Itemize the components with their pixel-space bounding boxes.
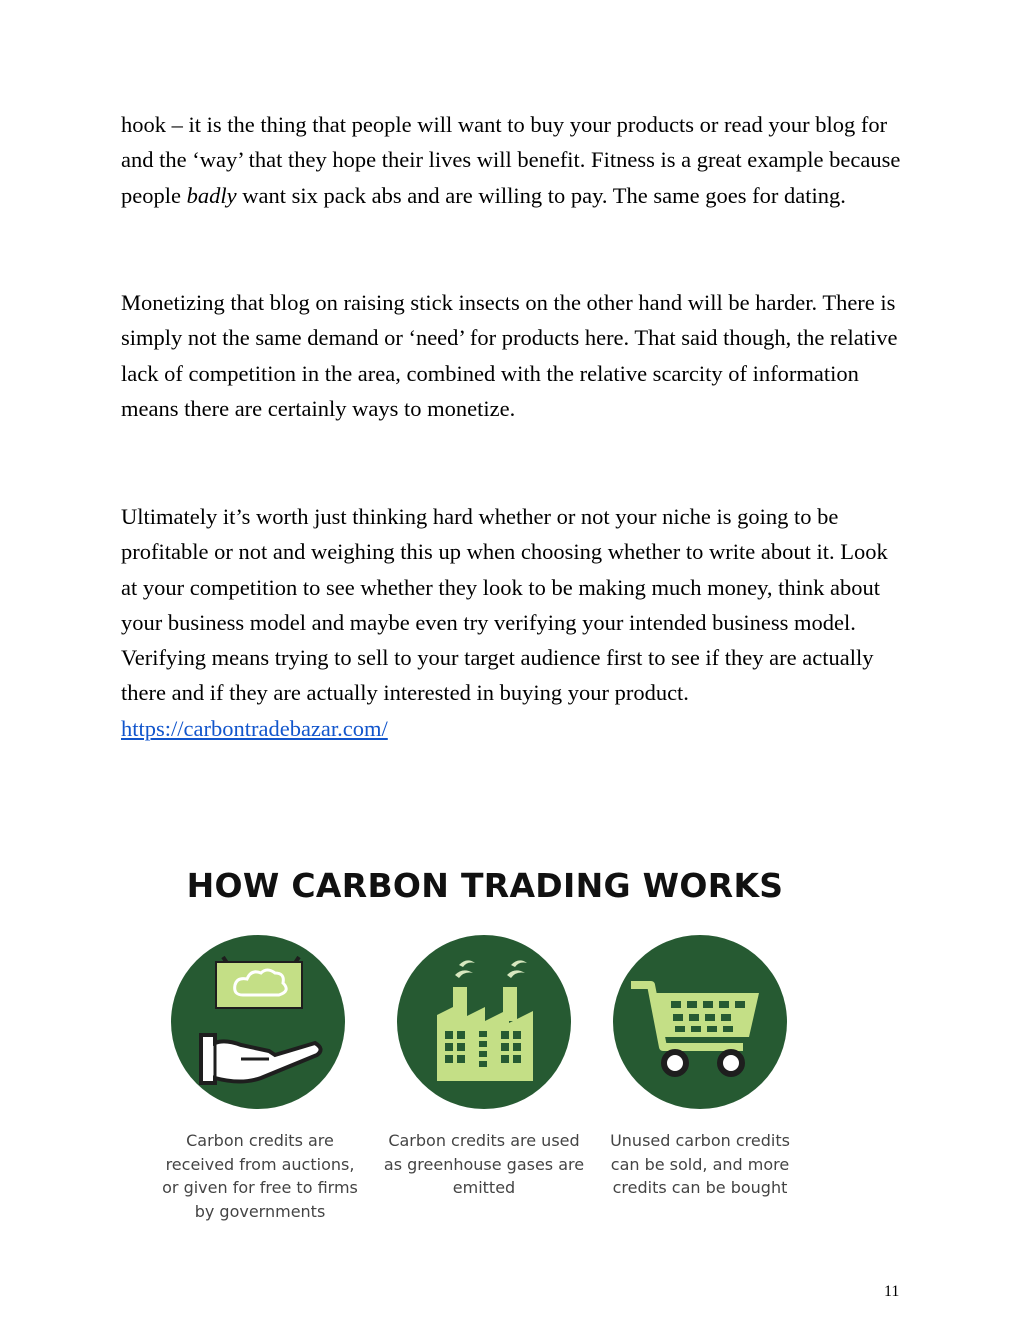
paragraph-1	[121, 107, 901, 213]
step-3-caption: Unused carbon credits can be sold, and more credits can be bought	[610, 1131, 790, 1197]
paragraph-1-emphasis: badly	[186, 182, 237, 208]
paragraph-1-text-start: hook – it is the thing that people will want to buy your products or read your blog for and the ‘way’ that they hope their lives will benefit. Fitness is a great example because people	[121, 112, 901, 208]
factory-emissions-icon	[397, 935, 571, 1109]
paragraph-3-block	[121, 499, 901, 746]
paragraph-1-text-end: want six pack abs and are willing to pay. The same goes for dating.	[236, 182, 846, 208]
step-1-caption: Carbon credits are received from auctions, or given for free to firms by governments	[162, 1131, 358, 1221]
infographic-title: HOW CARBON TRADING WORKS	[186, 866, 784, 905]
step-2-circle	[397, 935, 571, 1109]
paragraph-2: Monetizing that blog on raising stick insects on the other hand will be harder. There is simply not the same demand or ‘need’ for products here. That said though, the relative lack of competition in the area, combined with the relative scarcity of information means there are certainly ways to monetize.	[121, 290, 898, 421]
page-number: 11	[884, 1283, 900, 1300]
step-3-circle	[613, 935, 787, 1109]
step-2-caption: Carbon credits are used as greenhouse gases are emitted	[383, 1131, 585, 1197]
paragraph-3: Ultimately it’s worth just thinking hard whether or not your niche is going to be profitable or not and weighing this up when choosing whether to write about it. Look at your competition to see whether they look to be making much money, think about your business model and maybe even try verifying your intended business model. Verifying means trying to sell to your target audience first to see if they are actually there and if they are actually interested in buying your product.	[121, 504, 888, 706]
step-1-circle	[171, 935, 345, 1109]
shopping-cart-icon	[613, 935, 787, 1109]
hand-holding-money-icon	[171, 935, 345, 1109]
website-link[interactable]: https://carbontradebazar.com/	[121, 715, 388, 741]
